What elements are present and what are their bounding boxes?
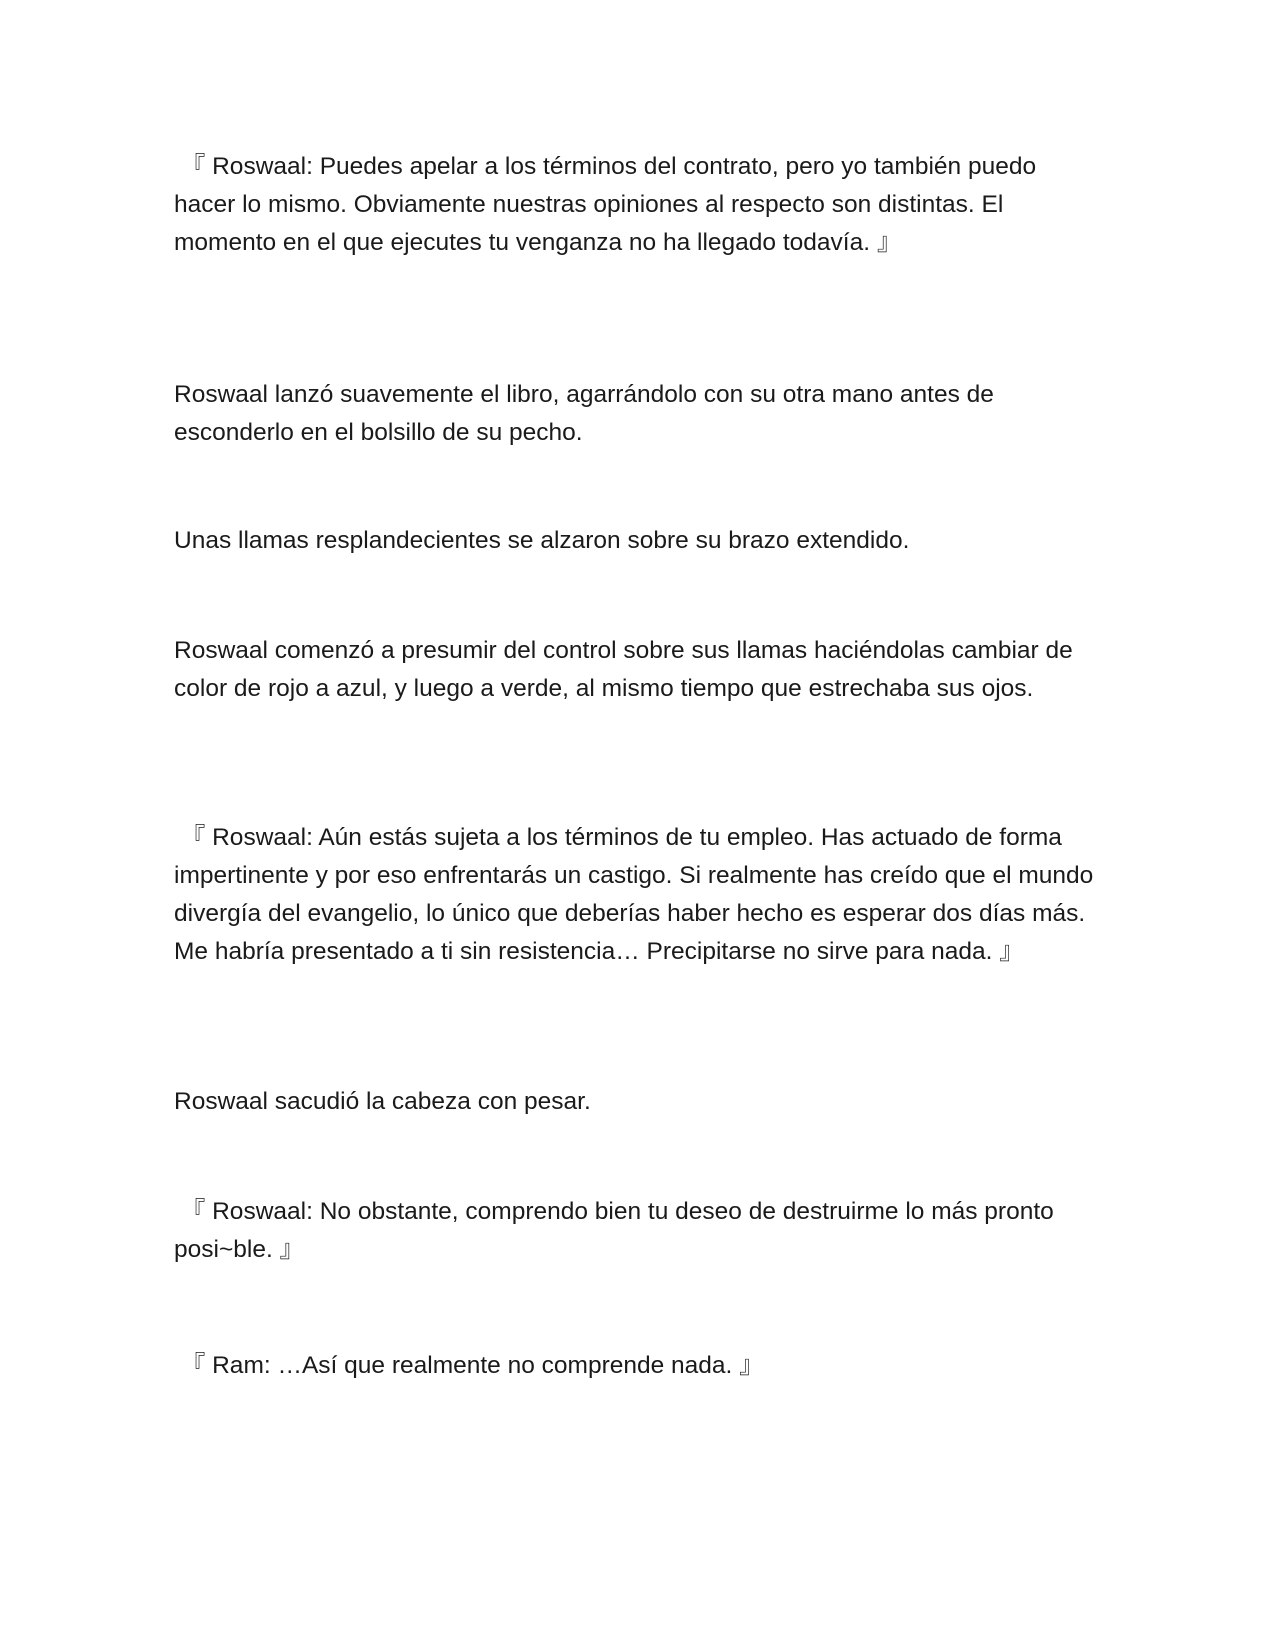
- paragraph-book-toss: Roswaal lanzó suavemente el libro, agarrándolo con su otra mano antes de esconderlo en el bolsillo de su pecho.: [174, 381, 1001, 446]
- paragraph-roswaal-desire: 『 Roswaal: No obstante, comprendo bien tu deseo de destruirme lo más pronto posi~ble. 』: [174, 1198, 1061, 1263]
- paragraph-roswaal-contract: 『 Roswaal: Puedes apelar a los términos del contrato, pero yo también puedo hacer lo mismo. Obviamente nuestras opiniones al respecto son distintas. El momento en el que ejecutes tu venganza no ha llegado todavía. 』: [174, 153, 1043, 256]
- paragraph-flame-colors: Roswaal comenzó a presumir del control sobre sus llamas haciéndolas cambiar de color de rojo a azul, y luego a verde, al mismo tiempo que estrechaba sus ojos.: [174, 637, 1080, 702]
- paragraph-head-shake: Roswaal sacudió la cabeza con pesar.: [174, 1088, 591, 1115]
- paragraph-ram-reply: 『 Ram: …Así que realmente no comprende nada. 』: [174, 1352, 764, 1379]
- paragraph-flames-rise: Unas llamas resplandecientes se alzaron sobre su brazo extendido.: [174, 527, 910, 554]
- paragraph-roswaal-employment: 『 Roswaal: Aún estás sujeta a los términos de tu empleo. Has actuado de forma impertinente y por eso enfrentarás un castigo. Si realmente has creído que el mundo divergía del evangelio, lo único que deberías haber hecho es esperar dos días más. Me habría presentado a ti sin resistencia… Precipitarse no sirve para nada. 』: [174, 824, 1101, 965]
